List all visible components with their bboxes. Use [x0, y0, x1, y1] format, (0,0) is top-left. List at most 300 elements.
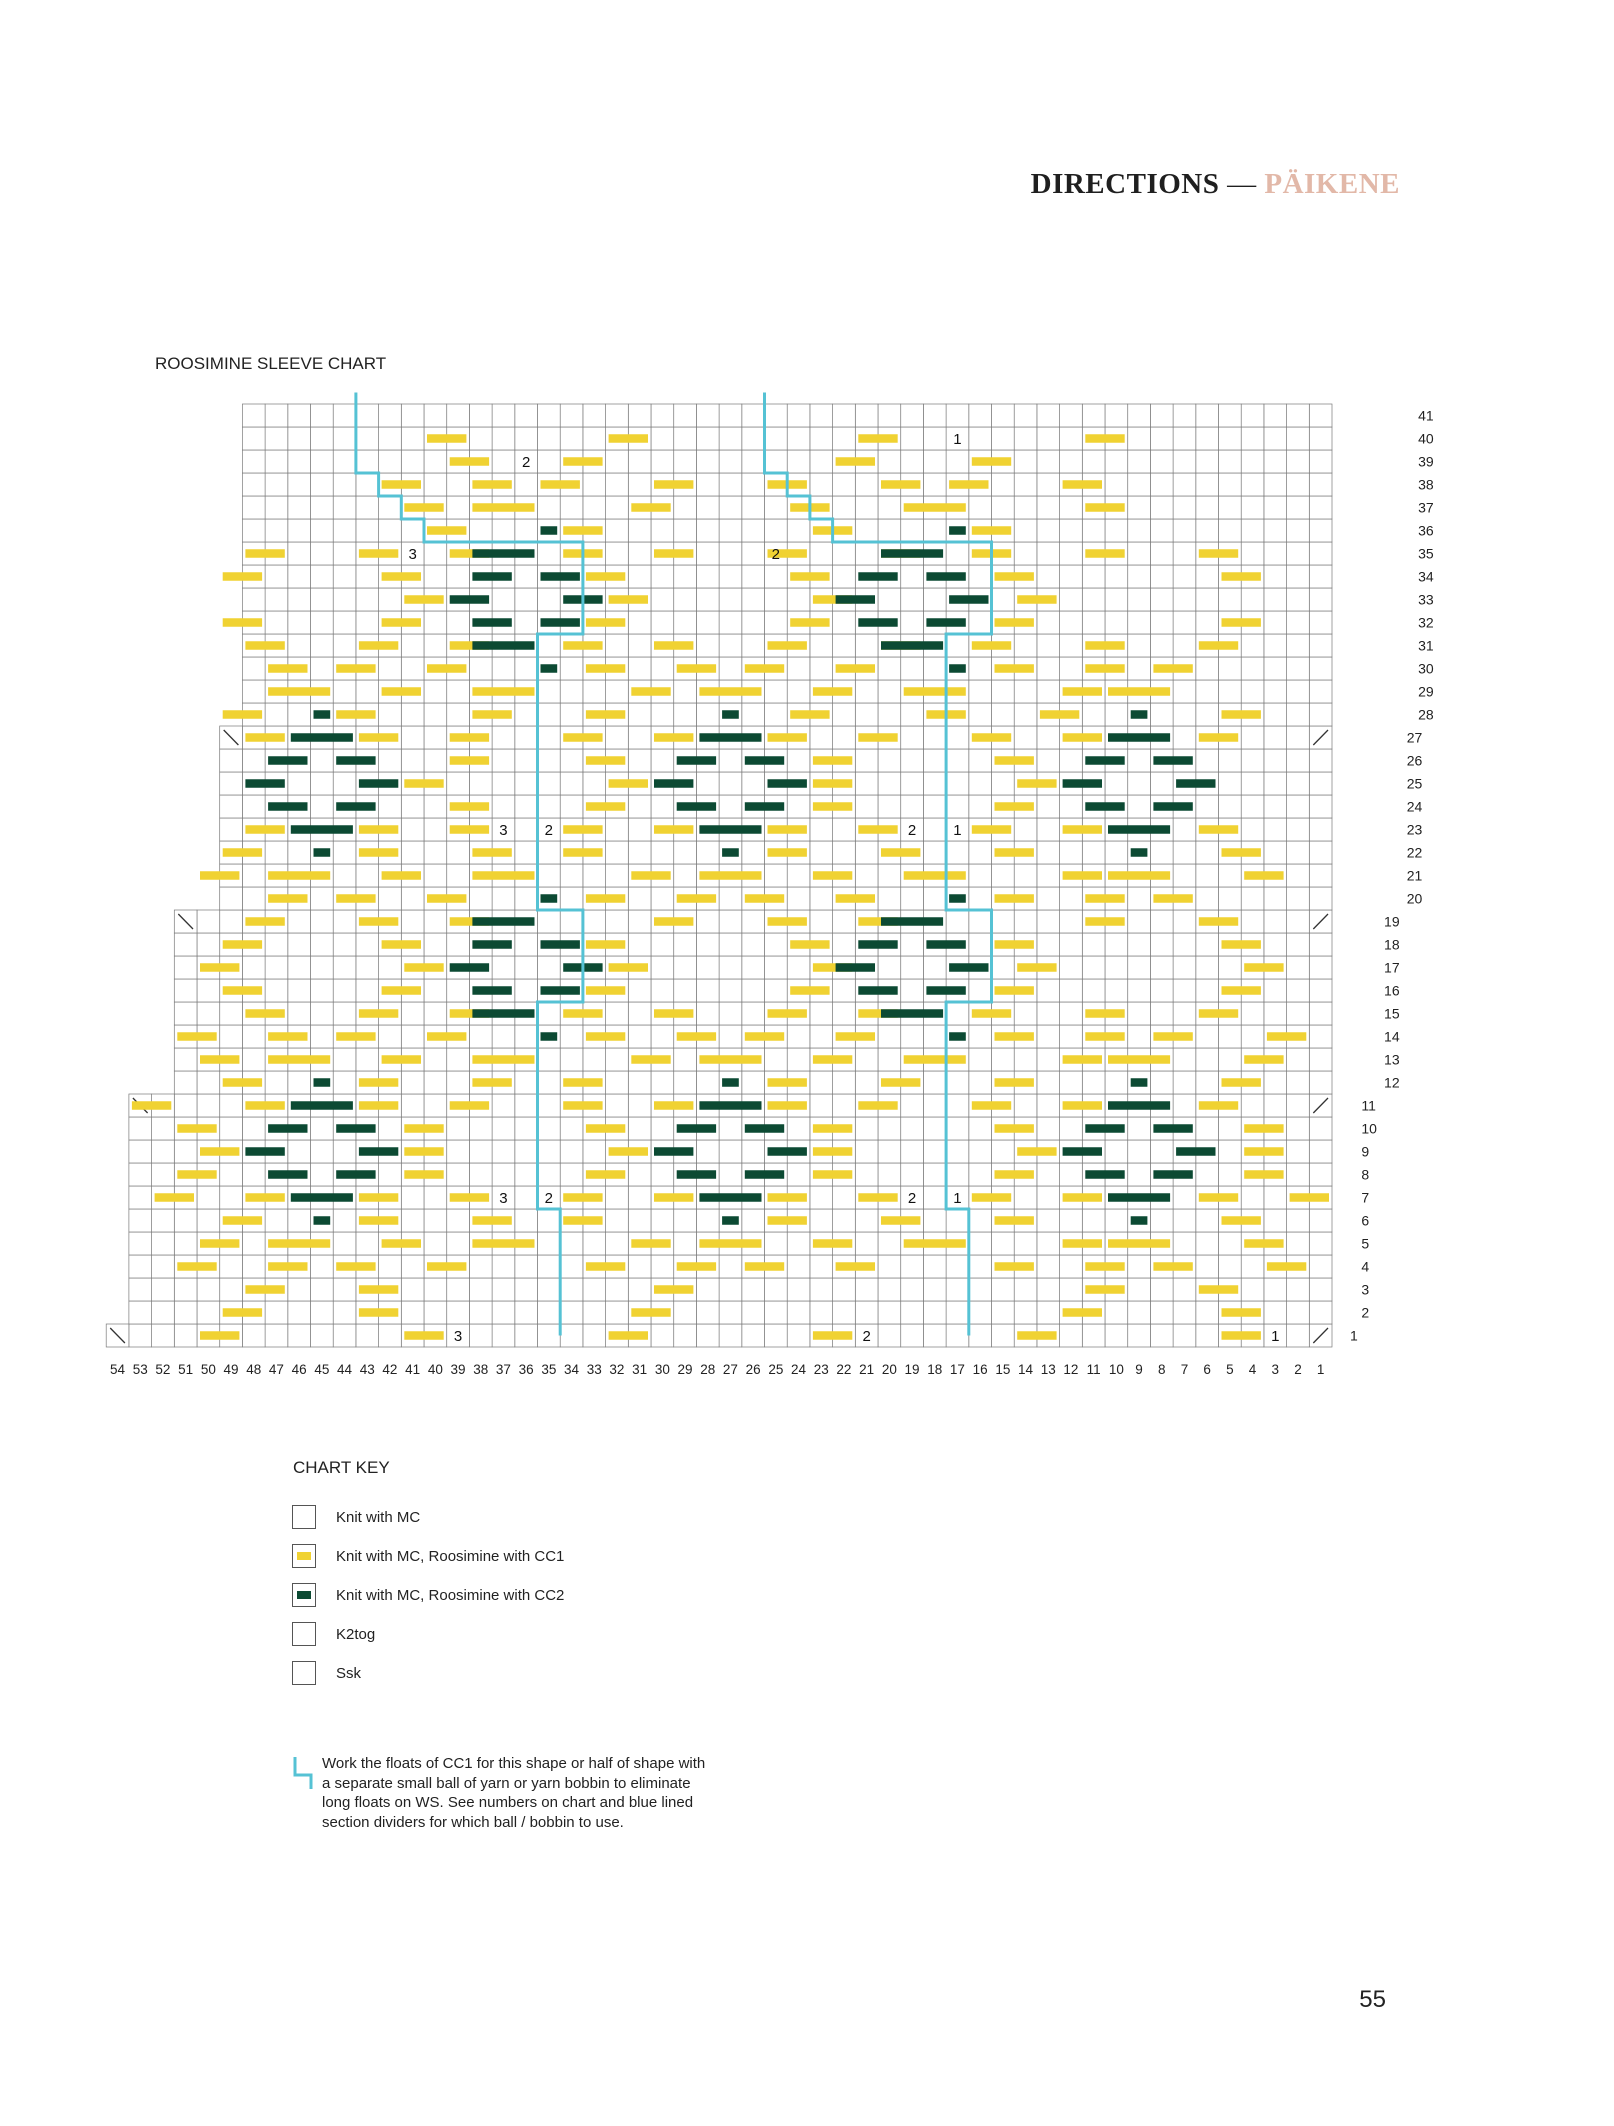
chart-cell [1014, 427, 1037, 450]
chart-cell [515, 565, 538, 588]
chart-cell [742, 933, 765, 956]
chart-cell [1241, 588, 1264, 611]
chart-cell [719, 1117, 742, 1140]
chart-cell [810, 818, 833, 841]
chart-cell [1150, 933, 1173, 956]
chart-cell [1287, 1209, 1310, 1232]
chart-cell [651, 795, 674, 818]
chart-cell [1309, 1301, 1332, 1324]
chart-cell [923, 1209, 946, 1232]
chart-cell [560, 887, 583, 910]
cc1-float [359, 641, 398, 650]
chart-cell [696, 519, 719, 542]
chart-cell [901, 749, 924, 772]
chart-cell [1309, 933, 1332, 956]
chart-cell [1309, 1025, 1332, 1048]
chart-cell [1037, 910, 1060, 933]
cc1-float [563, 733, 602, 742]
chart-key [292, 1502, 564, 1697]
cc1-float [382, 940, 421, 949]
chart-cell [1309, 703, 1332, 726]
chart-cell [401, 887, 424, 910]
cc1-float [858, 1101, 897, 1110]
key-item-roosimine-cc2 [292, 1580, 564, 1610]
chart-cell [1287, 1232, 1310, 1255]
chart-cell [1287, 841, 1310, 864]
chart-cell [969, 1209, 992, 1232]
cc1-float [336, 1032, 375, 1041]
chart-cell [515, 841, 538, 864]
cc1-float [1108, 1239, 1170, 1248]
cc1-float [200, 1239, 239, 1248]
cc2-float [1063, 779, 1102, 788]
chart-cell [1037, 1048, 1060, 1071]
bobbin-number: 3 [499, 822, 508, 839]
chart-cell [288, 1278, 311, 1301]
chart-cell [1173, 473, 1196, 496]
chart-cell [810, 841, 833, 864]
chart-cell [1150, 1278, 1173, 1301]
chart-cell [855, 1278, 878, 1301]
row-number: 14 [1384, 1028, 1400, 1045]
chart-cell [923, 473, 946, 496]
chart-cell [1014, 519, 1037, 542]
chart-cell [606, 634, 629, 657]
cc1-float [836, 1262, 875, 1271]
row-number: 4 [1361, 1258, 1370, 1275]
stitch-number: 2 [1294, 1362, 1302, 1377]
chart-cell [515, 1163, 538, 1186]
chart-cell [810, 1025, 833, 1048]
chart-cell [333, 933, 356, 956]
cc1-float [586, 894, 625, 903]
chart-cell [1196, 611, 1219, 634]
chart-cell [447, 1301, 470, 1324]
chart-cell [1196, 841, 1219, 864]
pattern-name: PÄIKENE [1264, 168, 1400, 200]
cc1-float [359, 825, 398, 834]
chart-cell [560, 1255, 583, 1278]
cc1-float [1063, 1193, 1102, 1202]
cc2-float [722, 710, 739, 719]
chart-cell [492, 772, 515, 795]
chart-cell [696, 1324, 719, 1347]
cc1-float [427, 434, 466, 443]
cc1-float [336, 1262, 375, 1271]
chart-cell [1060, 1117, 1083, 1140]
cc1-float [472, 480, 511, 489]
cc1-float [245, 549, 284, 558]
cc2-float [949, 1032, 966, 1041]
chart-cell [288, 933, 311, 956]
chart-cell [1173, 1209, 1196, 1232]
stitch-number: 3 [1271, 1362, 1280, 1377]
chart-cell [696, 1209, 719, 1232]
green-bar-icon [292, 1583, 316, 1607]
chart-cell [1105, 1209, 1128, 1232]
chart-cell [1060, 887, 1083, 910]
chart-cell [424, 1186, 447, 1209]
cc1-float [677, 1262, 716, 1271]
chart-cell [1264, 519, 1287, 542]
cc1-float [1222, 1216, 1261, 1225]
chart-cell [1060, 588, 1083, 611]
chart-cell [1309, 473, 1332, 496]
chart-cell [265, 404, 288, 427]
chart-cell [1105, 1140, 1128, 1163]
chart-cell [515, 1186, 538, 1209]
chart-cell [515, 1094, 538, 1117]
cc1-float [1063, 1308, 1102, 1317]
cc1-float [427, 894, 466, 903]
chart-cell [1196, 1117, 1219, 1140]
chart-cell [674, 588, 697, 611]
chart-cell [242, 473, 265, 496]
chart-cell [401, 450, 424, 473]
cc1-float [563, 825, 602, 834]
chart-cell [379, 657, 402, 680]
cc1-float [995, 1262, 1034, 1271]
chart-cell [538, 404, 561, 427]
chart-cell [969, 1163, 992, 1186]
chart-cell [696, 450, 719, 473]
chart-cell [765, 588, 788, 611]
chart-cell [1264, 450, 1287, 473]
chart-cell [855, 1301, 878, 1324]
chart-cell [696, 910, 719, 933]
chart-cell [447, 1278, 470, 1301]
chart-cell [1128, 887, 1151, 910]
chart-cell [1196, 979, 1219, 1002]
chart-cell [1173, 450, 1196, 473]
cc1-float [1199, 825, 1238, 834]
chart-cell [1219, 1048, 1242, 1071]
cc1-float [472, 1239, 534, 1248]
cc2-float [1131, 848, 1148, 857]
stitch-number: 30 [654, 1362, 670, 1377]
chart-cell [606, 1232, 629, 1255]
chart-cell [696, 703, 719, 726]
chart-cell [1196, 1232, 1219, 1255]
chart-cell [333, 1209, 356, 1232]
cc1-float [268, 1262, 307, 1271]
chart-cell [651, 749, 674, 772]
chart-cell [220, 1278, 243, 1301]
chart-cell [787, 1117, 810, 1140]
chart-cell [379, 1255, 402, 1278]
chart-cell [583, 1278, 606, 1301]
bobbin-number: 1 [953, 431, 962, 448]
chart-cell [787, 1301, 810, 1324]
chart-cell [333, 1324, 356, 1347]
stitch-number: 22 [836, 1362, 852, 1377]
chart-cell [1037, 634, 1060, 657]
chart-cell [787, 795, 810, 818]
chart-cell [719, 1301, 742, 1324]
chart-cell [946, 542, 969, 565]
bobbin-number: 3 [408, 546, 417, 563]
chart-cell [878, 772, 901, 795]
chart-cell [923, 772, 946, 795]
chart-cell [447, 404, 470, 427]
chart-cell [946, 1324, 969, 1347]
cc1-float [223, 1216, 262, 1225]
row-number: 25 [1406, 775, 1423, 792]
stitch-number: 7 [1180, 1362, 1189, 1377]
chart-cell [197, 1209, 220, 1232]
chart-cell [1082, 611, 1105, 634]
chart-cell [1287, 473, 1310, 496]
chart-cell [583, 1301, 606, 1324]
row-number: 3 [1361, 1281, 1370, 1298]
chart-cell [810, 427, 833, 450]
chart-cell [492, 450, 515, 473]
chart-cell [1105, 1071, 1128, 1094]
chart-cell [1128, 496, 1151, 519]
chart-cell [628, 542, 651, 565]
cc1-float [586, 986, 625, 995]
chart-cell [560, 1278, 583, 1301]
cc2-float [1153, 1124, 1192, 1133]
chart-cell [1105, 979, 1128, 1002]
cc2-float [541, 894, 558, 903]
chart-cell [719, 588, 742, 611]
cc1-float [972, 526, 1011, 535]
cc2-float [291, 1193, 353, 1202]
chart-cell [265, 565, 288, 588]
chart-cell [810, 1278, 833, 1301]
chart-cell [242, 1232, 265, 1255]
cc2-float [699, 1101, 761, 1110]
cc1-float [995, 664, 1034, 673]
stitch-number: 31 [632, 1362, 648, 1377]
cc1-float [1222, 1331, 1261, 1340]
cc2-float [314, 710, 331, 719]
chart-cell [311, 1301, 334, 1324]
chart-cell [1241, 1255, 1264, 1278]
chart-cell [401, 795, 424, 818]
chart-cell [1014, 1002, 1037, 1025]
chart-cell [969, 887, 992, 910]
chart-cell [1196, 680, 1219, 703]
chart-cell [311, 404, 334, 427]
chart-cell [742, 634, 765, 657]
chart-cell [1060, 611, 1083, 634]
cc1-float [881, 1078, 920, 1087]
chart-cell [1241, 680, 1264, 703]
chart-cell [538, 1140, 561, 1163]
chart-cell [969, 404, 992, 427]
chart-cell [560, 864, 583, 887]
cc2-float [1085, 1170, 1124, 1179]
cc1-float [268, 871, 330, 880]
chart-cell [515, 887, 538, 910]
cc1-float [245, 917, 284, 926]
chart-cell [1037, 726, 1060, 749]
chart-cell [1241, 1186, 1264, 1209]
cc1-float [1108, 687, 1170, 696]
chart-cell [1128, 565, 1151, 588]
chart-cell [333, 1002, 356, 1025]
chart-cell [878, 1048, 901, 1071]
chart-cell [696, 473, 719, 496]
cc2-float [881, 917, 943, 926]
cc1-float [768, 917, 807, 926]
row-number: 6 [1361, 1212, 1370, 1229]
chart-cell [1037, 979, 1060, 1002]
chart-cell [1219, 427, 1242, 450]
stitch-number: 51 [178, 1362, 194, 1377]
chart-cell [969, 1301, 992, 1324]
chart-cell [469, 772, 492, 795]
cc1-float [1199, 917, 1238, 926]
chart-cell [333, 1071, 356, 1094]
cc1-float [836, 457, 875, 466]
chart-cell [787, 450, 810, 473]
chart-cell [356, 1048, 379, 1071]
chart-cell [1264, 1278, 1287, 1301]
stitch-number: 6 [1203, 1362, 1211, 1377]
chart-cell [1309, 519, 1332, 542]
chart-cell [696, 496, 719, 519]
chart-cell [583, 864, 606, 887]
chart-cell [401, 818, 424, 841]
chart-cell [560, 795, 583, 818]
chart-cell [538, 1301, 561, 1324]
chart-cell [628, 749, 651, 772]
chart-cell [333, 496, 356, 519]
chart-cell [855, 634, 878, 657]
cc1-float [223, 1078, 262, 1087]
cc1-float [359, 848, 398, 857]
cc1-float [1222, 940, 1261, 949]
chart-cell [765, 1232, 788, 1255]
chart-cell [288, 910, 311, 933]
chart-cell [674, 427, 697, 450]
cc1-float [1244, 1147, 1283, 1156]
chart-cell [742, 496, 765, 519]
chart-cell [1150, 611, 1173, 634]
chart-cell [469, 887, 492, 910]
chart-cell [855, 1071, 878, 1094]
chart-cell [1082, 565, 1105, 588]
cc2-float [472, 917, 534, 926]
cc1-float [972, 1193, 1011, 1202]
chart-cell [1150, 841, 1173, 864]
cc2-float [541, 618, 580, 627]
cc1-float [654, 1285, 693, 1294]
chart-cell [969, 910, 992, 933]
chart-cell [1264, 1071, 1287, 1094]
cc1-float [1063, 1055, 1102, 1064]
cc1-float [972, 1101, 1011, 1110]
cc1-float [450, 1193, 489, 1202]
chart-cell [946, 772, 969, 795]
chart-cell [992, 1048, 1015, 1071]
chart-cell [1128, 795, 1151, 818]
cc2-float [949, 664, 966, 673]
chart-cell [1150, 473, 1173, 496]
page-number: 55 [1359, 1986, 1386, 2013]
chart-cell [288, 427, 311, 450]
chart-cell [946, 634, 969, 657]
chart-cell [901, 795, 924, 818]
chart-cell [606, 496, 629, 519]
chart-cell [742, 956, 765, 979]
cc2-float [541, 940, 580, 949]
chart-cell [424, 611, 447, 634]
chart-cell [401, 749, 424, 772]
chart-cell [1150, 519, 1173, 542]
chart-cell [992, 1301, 1015, 1324]
chart-cell [515, 795, 538, 818]
chart-cell [1150, 404, 1173, 427]
chart-cell [1128, 427, 1151, 450]
chart-cell [1150, 542, 1173, 565]
cc1-float [563, 1216, 602, 1225]
chart-cell [606, 864, 629, 887]
chart-cell [742, 1071, 765, 1094]
chart-cell [878, 703, 901, 726]
chart-cell [379, 1025, 402, 1048]
chart-cell [742, 910, 765, 933]
chart-cell [901, 1094, 924, 1117]
chart-cell [787, 1163, 810, 1186]
chart-cell [401, 404, 424, 427]
chart-cell [1196, 1163, 1219, 1186]
chart-cell [1037, 565, 1060, 588]
chart-cell [606, 726, 629, 749]
chart-cell [174, 1048, 197, 1071]
cc1-float [1244, 963, 1283, 972]
cc2-float [472, 618, 511, 627]
chart-cell [1241, 795, 1264, 818]
chart-cell [515, 1301, 538, 1324]
chart-cell [1150, 1209, 1173, 1232]
cc2-float [836, 963, 875, 972]
chart-cell [855, 1232, 878, 1255]
chart-cell [901, 565, 924, 588]
chart-cell [696, 588, 719, 611]
chart-cell [492, 795, 515, 818]
cc2-float [926, 618, 965, 627]
chart-cell [878, 404, 901, 427]
chart-cell [492, 427, 515, 450]
cc1-float [586, 572, 625, 581]
chart-cell [1060, 519, 1083, 542]
chart-cell [719, 519, 742, 542]
chart-cell [742, 1278, 765, 1301]
chart-cell [560, 680, 583, 703]
chart-cell [515, 473, 538, 496]
cc1-float [654, 825, 693, 834]
chart-cell [288, 979, 311, 1002]
cc2-float [745, 1170, 784, 1179]
chart-cell [1014, 1232, 1037, 1255]
chart-cell [1219, 519, 1242, 542]
cc1-float [382, 986, 421, 995]
chart-cell [515, 749, 538, 772]
chart-cell [833, 703, 856, 726]
chart-cell [447, 1048, 470, 1071]
chart-cell [946, 1278, 969, 1301]
chart-cell [855, 542, 878, 565]
chart-cell [1173, 818, 1196, 841]
chart-cell [1173, 1186, 1196, 1209]
chart-cell [651, 1255, 674, 1278]
chart-cell [651, 1209, 674, 1232]
chart-cell [810, 1094, 833, 1117]
